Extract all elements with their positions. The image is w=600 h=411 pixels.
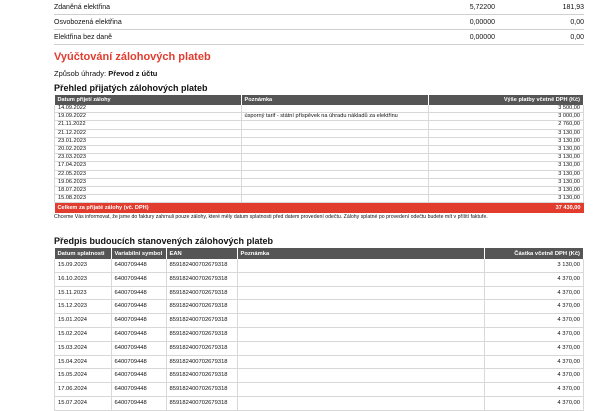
table-cell: 3 130,00 (428, 146, 584, 154)
table-cell: 6400709448 (111, 300, 166, 314)
energy-summary (54, 0, 584, 45)
top-row: Zdaněná elektřina 5,72200 181,93 (54, 0, 584, 15)
table-cell: 4 370,00 (484, 272, 584, 286)
table-cell: 3 130,00 (428, 162, 584, 170)
future-payments-title: Předpis budoucích stanovených zálohových plateb (54, 236, 274, 246)
col-header: Výše platby včetně DPH (Kč) (428, 95, 584, 105)
table-cell (241, 105, 428, 113)
col-header: Variabilní symbol (111, 248, 166, 259)
table-row (55, 286, 584, 300)
table-cell: 4 370,00 (484, 314, 584, 328)
col-header: EAN (166, 248, 237, 259)
table-cell (241, 154, 428, 162)
sum-row (55, 203, 584, 214)
col-header: Částka včetně DPH (Kč) (484, 248, 584, 259)
top-row: Elektřina bez daně 0,00000 0,00 (54, 30, 584, 45)
table-cell: 3 130,00 (428, 187, 584, 195)
table-cell: 6400709448 (111, 369, 166, 383)
table-row (55, 105, 584, 113)
top-row: Osvobozená elektřina 0,00000 0,00 (54, 15, 584, 30)
table-row (55, 146, 584, 154)
table-row (55, 327, 584, 341)
table-cell: 22.05.2023 (55, 170, 242, 178)
table-cell: 859182400702679318 (166, 286, 237, 300)
table-cell (237, 327, 484, 341)
table-cell: 15.11.2023 (55, 286, 112, 300)
table-row (55, 121, 584, 129)
section-title: Vyúčtování zálohových plateb (54, 51, 211, 63)
table-cell (237, 396, 484, 410)
table-row (55, 170, 584, 178)
table-cell: 4 370,00 (484, 300, 584, 314)
table-cell: 6400709448 (111, 272, 166, 286)
table-cell (241, 195, 428, 203)
table-cell: 15.09.2023 (55, 259, 112, 272)
table-cell: 15.01.2024 (55, 314, 112, 328)
payment-method (54, 69, 157, 78)
table-cell: 15.07.2024 (55, 396, 112, 410)
table-row (55, 129, 584, 137)
table-row (55, 259, 584, 272)
table-cell: 859182400702679318 (166, 383, 237, 397)
table-cell: 15.08.2023 (55, 195, 242, 203)
received-payments-table (54, 95, 584, 213)
table-cell: 19.09.2022 (55, 113, 242, 121)
table-cell (237, 383, 484, 397)
table-cell: 3 500,00 (428, 105, 584, 113)
table-cell: 16.10.2023 (55, 272, 112, 286)
table-cell: 859182400702679318 (166, 272, 237, 286)
table-row (55, 187, 584, 195)
table-cell: 6400709448 (111, 355, 166, 369)
table-row (55, 369, 584, 383)
info-note: Chceme Vás informovat, že jsme do faktury zahrnuli pouze zálohy, které měly datum splatnosti před datem provedení odečtu. Zálohy splatné po provedení odečtu budete mít v příští faktuře. (54, 214, 488, 220)
table-row (55, 113, 584, 121)
table-cell: 19.06.2023 (55, 178, 242, 186)
table-cell: 859182400702679318 (166, 341, 237, 355)
table-cell (237, 300, 484, 314)
table-cell: 3 130,00 (428, 170, 584, 178)
table-cell (241, 129, 428, 137)
table-cell: 3 130,00 (428, 129, 584, 137)
table-cell: 3 130,00 (428, 195, 584, 203)
table-row (55, 396, 584, 410)
table-cell (237, 355, 484, 369)
payment-value: Převod z účtu (108, 69, 158, 78)
table-cell: 20.02.2023 (55, 146, 242, 154)
col-header: Datum splatnosti (55, 248, 112, 259)
table-cell: 15.12.2023 (55, 300, 112, 314)
col-header: Poznámka (237, 248, 484, 259)
table-cell (241, 162, 428, 170)
table-cell: 15.05.2024 (55, 369, 112, 383)
table-cell: 21.11.2022 (55, 121, 242, 129)
received-payments-title: Přehled přijatých zálohových plateb (54, 83, 208, 93)
table-row (55, 178, 584, 186)
table-row (55, 137, 584, 145)
table-cell (237, 286, 484, 300)
table-cell: 859182400702679318 (166, 396, 237, 410)
table-cell: 6400709448 (111, 396, 166, 410)
table-cell: 4 370,00 (484, 369, 584, 383)
col-header: Datum přijetí zálohy (55, 95, 242, 105)
table-row (55, 355, 584, 369)
table-cell: 859182400702679318 (166, 369, 237, 383)
table-cell: 3 130,00 (428, 154, 584, 162)
payment-label: Způsob úhrady: (54, 69, 107, 78)
table-cell: 3 130,00 (428, 137, 584, 145)
table-cell: 23.01.2023 (55, 137, 242, 145)
table-cell: 859182400702679318 (166, 300, 237, 314)
table-cell (237, 259, 484, 272)
table-cell: 3 130,00 (484, 259, 584, 272)
table-cell: 4 370,00 (484, 327, 584, 341)
sum-label: Celkem za přijaté zálohy (vč. DPH) (55, 203, 429, 214)
table-cell (237, 272, 484, 286)
table-cell: 6400709448 (111, 259, 166, 272)
table-cell: 4 370,00 (484, 355, 584, 369)
table-cell: 15.03.2024 (55, 341, 112, 355)
table-cell: 859182400702679318 (166, 314, 237, 328)
table-cell (237, 314, 484, 328)
col-header: Poznámka (241, 95, 428, 105)
table-row (55, 195, 584, 203)
table-cell: 4 370,00 (484, 396, 584, 410)
table-cell (241, 187, 428, 195)
table-cell: 15.02.2024 (55, 327, 112, 341)
table-cell: 4 370,00 (484, 383, 584, 397)
table-row (55, 300, 584, 314)
table-cell: 6400709448 (111, 327, 166, 341)
table-cell: 6400709448 (111, 341, 166, 355)
table-cell: 3 000,00 (428, 113, 584, 121)
table-cell: 18.07.2023 (55, 187, 242, 195)
table-cell: 6400709448 (111, 286, 166, 300)
table-cell (241, 137, 428, 145)
table-cell (241, 146, 428, 154)
table-cell (237, 341, 484, 355)
table-cell: 3 130,00 (428, 178, 584, 186)
table-cell (241, 170, 428, 178)
table-row (55, 154, 584, 162)
table-row (55, 383, 584, 397)
table-cell (241, 121, 428, 129)
table-cell: 859182400702679318 (166, 355, 237, 369)
table-cell: 4 370,00 (484, 341, 584, 355)
table-cell: 859182400702679318 (166, 327, 237, 341)
table-cell: 2 760,00 (428, 121, 584, 129)
future-payments-table (54, 248, 584, 411)
table-row (55, 341, 584, 355)
table-row (55, 314, 584, 328)
table-cell: 17.06.2024 (55, 383, 112, 397)
table-cell: 23.03.2023 (55, 154, 242, 162)
table-cell (241, 178, 428, 186)
table-row (55, 162, 584, 170)
table-cell: 17.04.2023 (55, 162, 242, 170)
table-cell: 6400709448 (111, 383, 166, 397)
table-cell: 15.04.2024 (55, 355, 112, 369)
table-cell (237, 369, 484, 383)
table-cell: 14.09.2022 (55, 105, 242, 113)
table-cell: úsporný tarif - státní příspěvek na úhradu nákladů za elektřinu (241, 113, 428, 121)
table-cell: 6400709448 (111, 314, 166, 328)
sum-value: 37 430,00 (428, 203, 584, 214)
table-cell: 4 370,00 (484, 286, 584, 300)
table-cell: 859182400702679318 (166, 259, 237, 272)
table-cell: 21.12.2022 (55, 129, 242, 137)
table-row (55, 272, 584, 286)
